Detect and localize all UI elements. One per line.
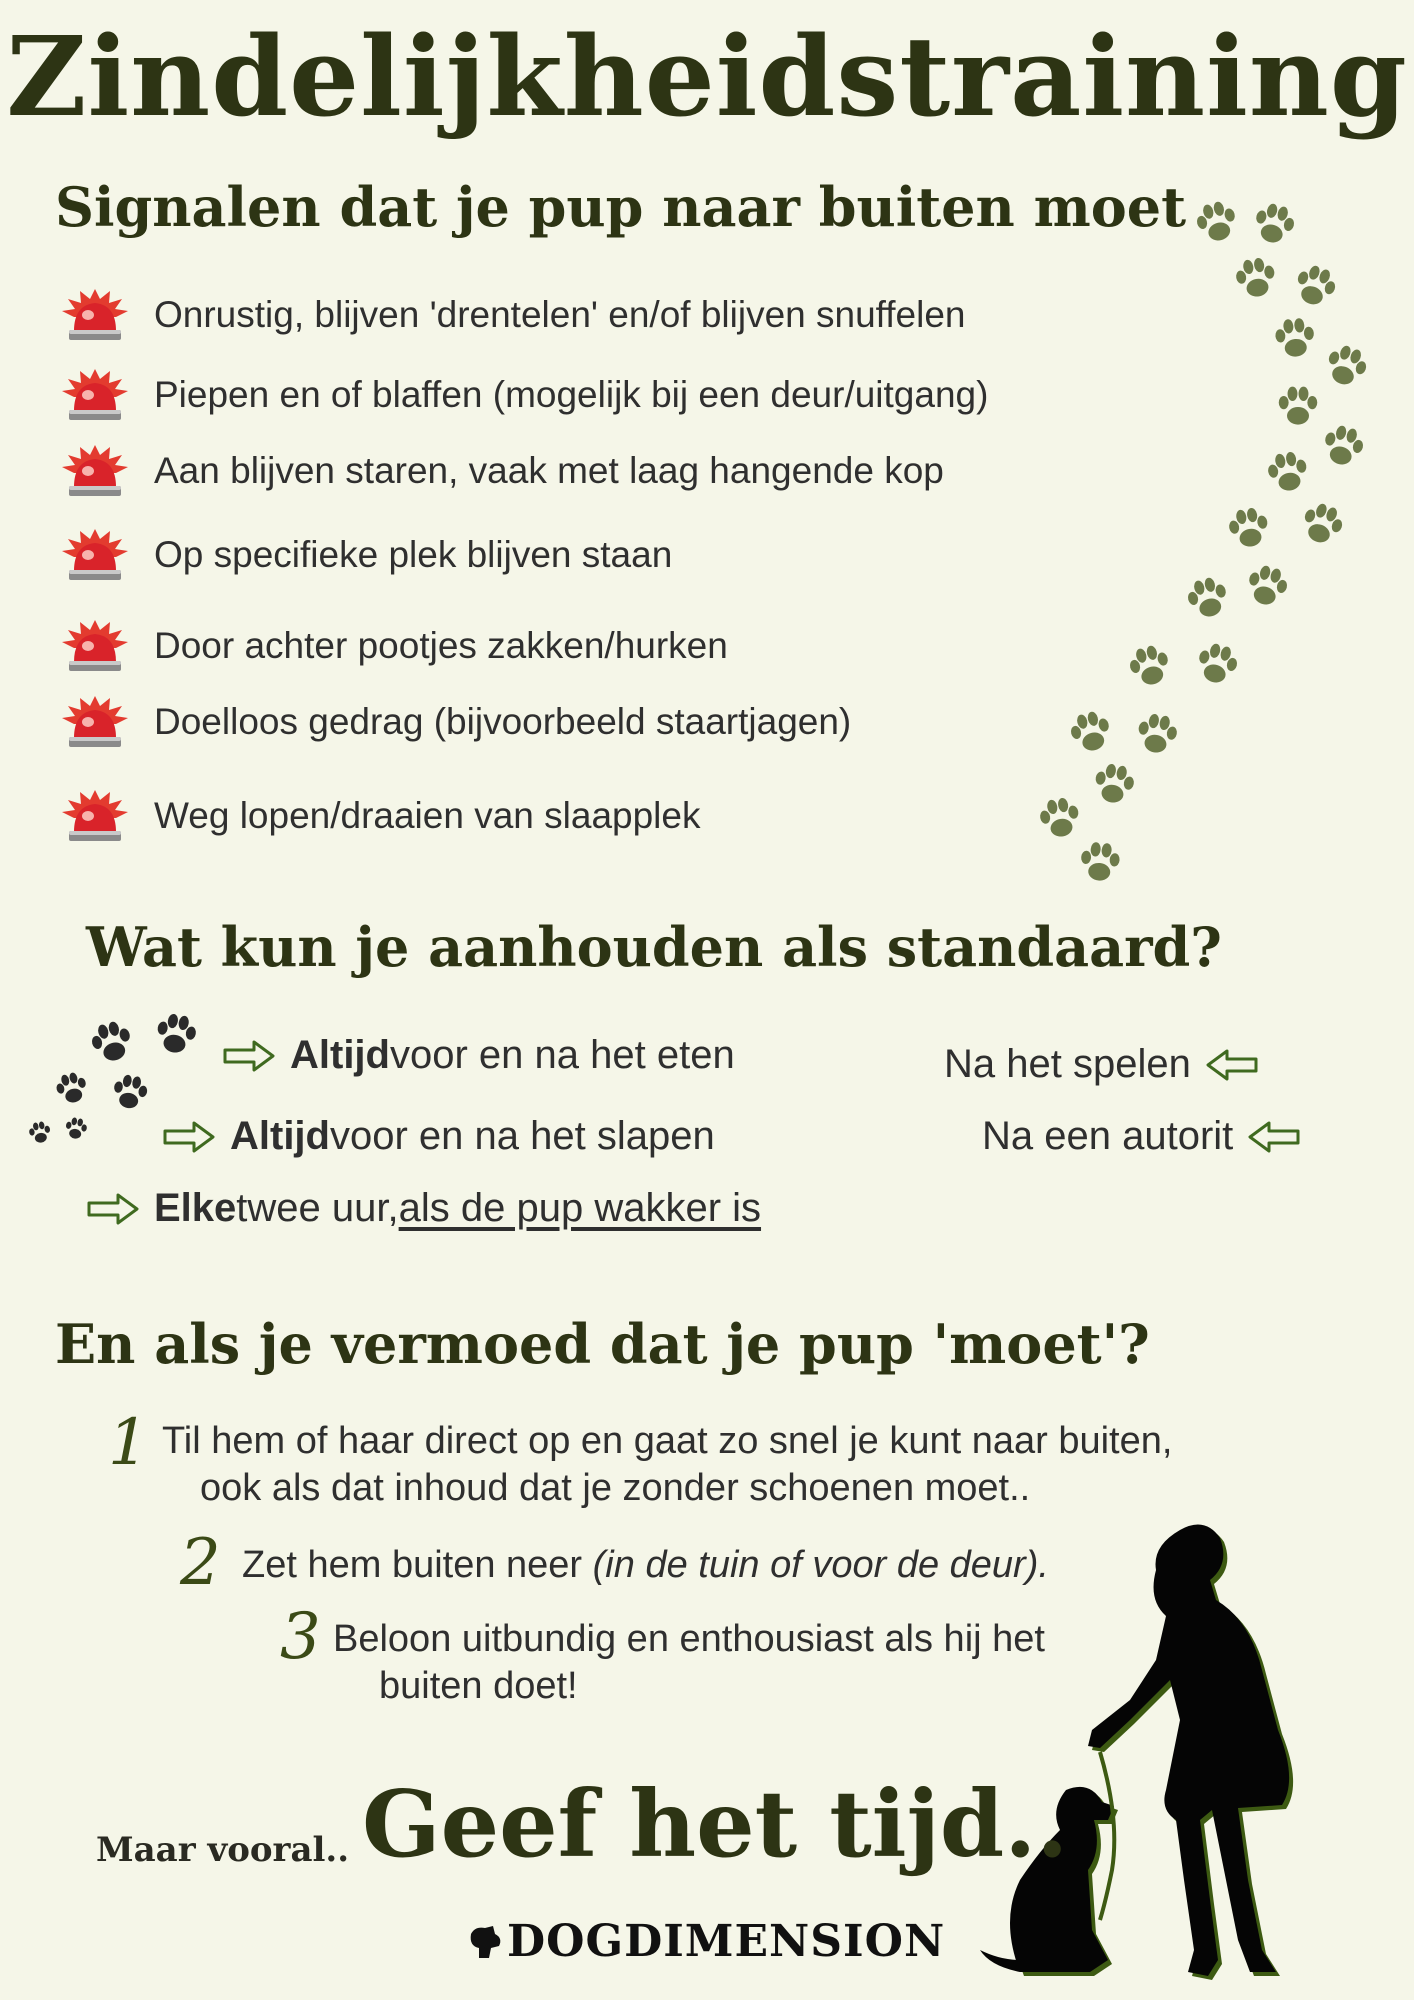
paw-trail-icon [1030,195,1390,895]
standard-item [148,1114,715,1159]
arrow-right-icon [162,1120,216,1154]
signals-heading: Signalen dat je pup naar buiten moet [55,175,1187,239]
woman-and-dog-silhouette-icon [980,1520,1400,1990]
step-line: ook als dat inhoud dat je zonder schoenen moet.. [200,1467,1031,1509]
standard-item-bold: Altijd [230,1114,330,1158]
standard-item-text: twee uur, [236,1186,399,1230]
signal-item [60,616,728,676]
standard-item [208,1033,735,1078]
step-line-italic: (in de tuin of voor de deur). [592,1544,1049,1586]
arrow-left-icon [1205,1048,1259,1082]
alarm-siren-icon [60,285,130,345]
signal-item-text: Aan blijven staren, vaak met laag hangende kop [154,450,944,491]
step-number: 2 [180,1526,221,1600]
arrow-right-icon [86,1192,140,1226]
standard-heading: Wat kun je aanhouden als standaard? [86,915,1222,979]
signal-item-text: Door achter pootjes zakken/hurken [154,625,728,666]
step-line: Til hem of haar direct op en gaat zo snel je kunt naar buiten, [162,1420,1173,1462]
signal-item-text: Op specifieke plek blijven staan [154,534,673,575]
signal-item [60,786,700,846]
alarm-siren-icon [60,441,130,501]
standard-item-text: Na een autorit [982,1114,1234,1158]
brand-name-part2: DIMENSION [624,1916,946,1967]
dog-head-logo-icon [465,1922,505,1962]
alarm-siren-icon [60,692,130,752]
page-title: Zindelijkheidstraining [6,12,1408,141]
signal-item [60,365,988,425]
brand-logo [465,1916,945,1967]
signal-item-text: Weg lopen/draaien van slaapplek [154,795,701,836]
arrow-left-icon [1247,1120,1301,1154]
standard-item-text: voor en na het eten [389,1033,735,1077]
alarm-siren-icon [60,365,130,425]
step-number: 3 [280,1600,321,1674]
alarm-siren-icon [60,616,130,676]
standard-item-bold: Altijd [290,1033,390,1077]
closing-prefix: Maar vooral.. [96,1830,350,1870]
standard-item [72,1186,761,1231]
standard-item-text: voor en na het slapen [329,1114,715,1158]
standard-item-underline: als de pup wakker is [398,1186,762,1230]
suspect-heading: En als je vermoed dat je pup 'moet'? [55,1312,1150,1376]
closing-main: Geef het tijd.. [362,1770,1069,1878]
step-text [333,1616,1045,1710]
step-line: buiten doet! [379,1665,578,1707]
signal-item-text: Piepen en of blaffen (mogelijk bij een deur/uitgang) [154,374,989,415]
signal-item [60,441,944,501]
signal-item-text: Onrustig, blijven 'drentelen' en/of blijven snuffelen [154,294,966,335]
signal-item [60,285,966,345]
standard-item [982,1114,1315,1159]
signal-item [60,525,672,585]
signal-item-text: Doelloos gedrag (bijvoorbeeld staartjagen) [154,701,852,742]
step-number: 1 [108,1406,149,1480]
standard-item-bold: Elke [154,1186,237,1230]
alarm-siren-icon [60,525,130,585]
signal-item [60,692,851,752]
arrow-right-icon [222,1039,276,1073]
alarm-siren-icon [60,786,130,846]
brand-name-part1: DOG [507,1916,625,1967]
step-line: Zet hem buiten neer [242,1544,593,1586]
step-text [162,1418,1172,1512]
step-line: Beloon uitbundig en enthousiast als hij het [333,1618,1045,1660]
standard-item-text: Na het spelen [944,1042,1191,1086]
step-text [242,1542,1049,1589]
standard-item [944,1042,1273,1087]
